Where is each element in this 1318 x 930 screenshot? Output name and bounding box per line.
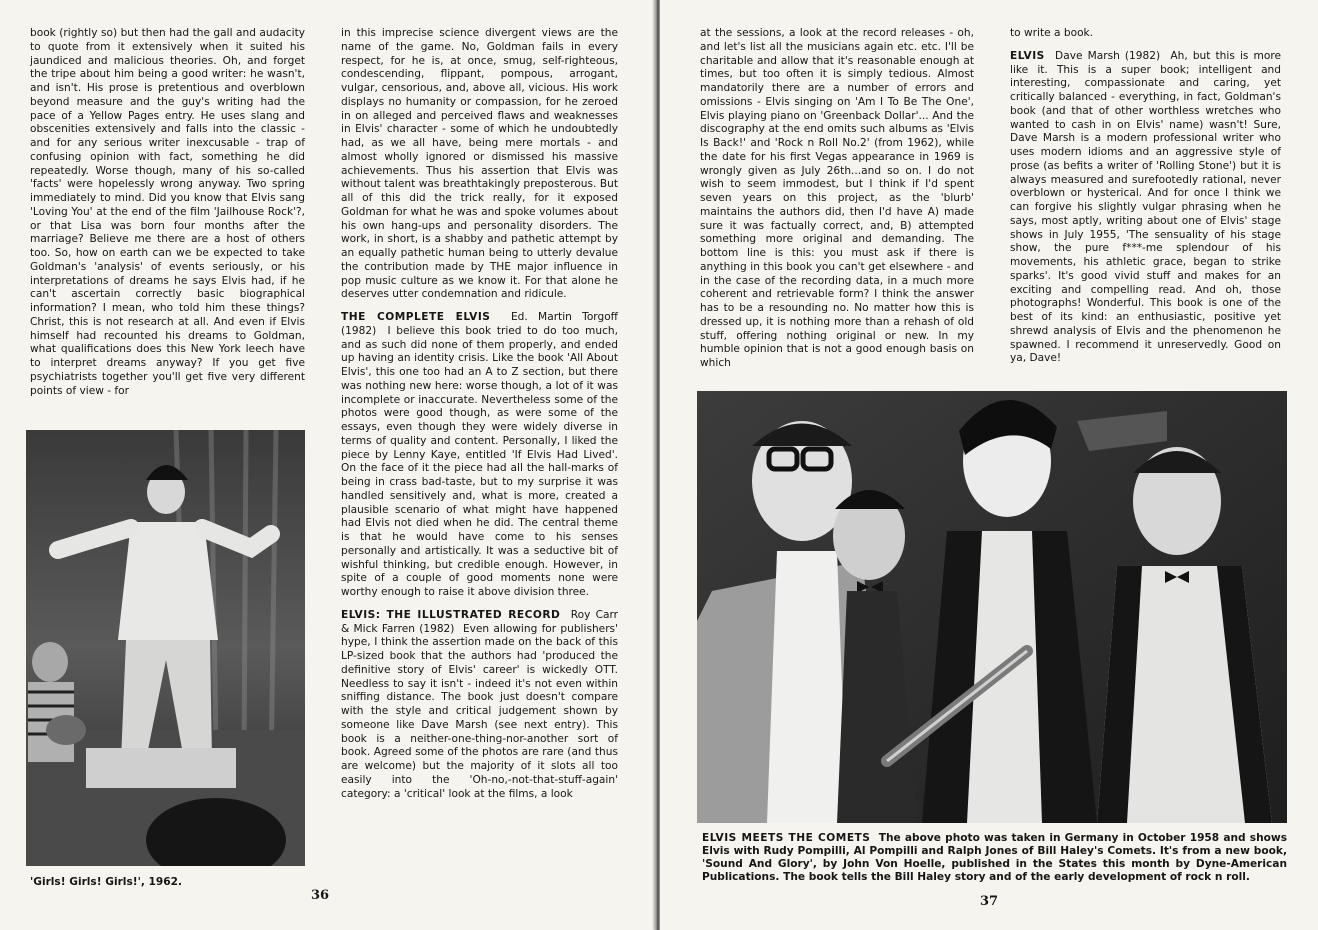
goldman-review-continued: book (rightly so) but then had the gall and audacity to quote from it extensively when it suited his jaundiced and malicious theories. Oh, and forget the tripe about him being a good writer: he wasn't, and isn't. His prose is pretentious and overblown beyond measure and the guy's writing had the pace of a Yellow Pages entry. He uses slang and obscenities extensively and falls into the classic - and for any serious writer inexcusable - trap of confusing opinion with fact, something he did repeatedly. Worse though, many of his so-called 'facts' were hopelessly wrong anyway. Two spring immediately to mind. Did you know that Elvis sang 'Loving You' at the end of the film 'Jailhouse Rock'?, or that Lisa was born four months after the marriage? Believe me there are a host of others too. So, how on earth can we be expected to take Goldman's 'analysis' of events seriously, or his interpretations of dreams he says Elvis had, if he can't ascertain correctly basic biographical information? I mean, who told him these things? Christ, this is not research at all. And even if Elvis himself had recounted his dreams to Goldman, what qualifications does this New York leech have to interpret dreams anyway? If you get five psychiatrists together you'll get five very different points of view - for (30, 27, 305, 397)
review-body: Even allowing for publishers' hype, I think the assertion made on the back of this LP-sized book that the authors had 'produced the definitive story of Elvis' career' is wickedly OTT. Needless to say it isn't - indeed it's not even within sniffing distance. The book just doesn't compare with the style and critical judgement shown by someone like Dave Marsh (see next entry). This book is a neither-one-thing-nor-another sort of book. Agreed some of the photos are rare (and thus are welcome) but the majority of it slots all too easily into the 'Oh-no,-not-that-stuff-again' category: a 'critical' look at the films, a look (341, 622, 618, 800)
page-number-right: 37 (980, 894, 999, 909)
review-heading: THE COMPLETE ELVIS (341, 311, 491, 323)
girls-girls-girls-photo (26, 430, 305, 866)
review-body: I believe this book tried to do too much, and as such did none of them properly, and ended up having an identity crisis. Like the book 'All About Elvis', this one too had an A to Z section, but there was nothing new here: worse though, a lot of it was incomplete or inaccurate. Nevertheless some of the photos were good though, as were some of the essays, even though they were widely diverse in terms of quality and content. Personally, I liked the piece by Lenny Kaye, entitled 'If Elvis Had Lived'. On the face of it the piece had all the hall-marks of being in crass bad-taste, but to my surprise it was handled sensitively and, what is more, created a plausible scenario of what might have happened had Elvis not died when he did. The central theme is that he would have come to his senses personally and artistically. It was a seductive bit of wishful thinking, but credible enough. However, in spite of a couple of good moments none were worthy enough to raise it above division three. (341, 324, 618, 598)
review-the-complete-elvis (341, 311, 618, 600)
review-heading: ELVIS: THE ILLUSTRATED RECORD (341, 608, 561, 621)
right-photo-caption (702, 832, 1287, 884)
review-heading: ELVIS (1010, 49, 1045, 62)
left-column-1 (30, 27, 305, 398)
review-byline: Dave Marsh (1982) (1055, 49, 1161, 62)
illustrated-record-review-continued: at the sessions, a look at the record releases - oh, and let's list all the musicians again etc. etc. I'll be charitable and allow that it's reasonable enough at times, but too often it is simply tedious. Almost mandatorily there are a number of errors and omissions - Elvis singing on 'Am I To Be The One', Elvis playing piano on 'Greenback Dollar'... And the discography at the end omits such albums as 'Elvis Is Back!' and 'Rock n Roll No.2' (from 1962), while the date for his first Vegas appearance in 1969 is wrongly given as July 26th...and so on. I do not wish to seem immodest, but I think if I'd spent seven years on this project, as the 'blurb' maintains the authors did, then I'd have A) made sure it was factually correct, and, B) attempted something more original and demanding. The bottom line is this: you must ask if there is anything in this book you can't get elsewhere - and in the case of the recording data, in a much more coherent and retrievable form? I think the answer has to be a resounding no. No matter how this is dressed up, it is nothing more than a rehash of old stuff, offering nothing original or new. In my humble opinion that is not a good enough basis on which (700, 27, 974, 369)
caption-body: The above photo was taken in Germany in October 1958 and shows Elvis with Rudy Pompilli, Al Pompilli and Ralph Jones of Bill Haley's Comets. It's from a new book, 'Sound And Glory', by John Von Hoelle, published in the States this month by Dyne-American Publications. The book tells the Bill Haley story and of the early development of rock n roll. (702, 832, 1287, 883)
review-elvis-dave-marsh (1010, 50, 1281, 366)
caption-heading: ELVIS MEETS THE COMETS (702, 832, 871, 844)
left-page (0, 0, 656, 930)
left-column-2 (341, 27, 618, 801)
page-number-left: 36 (311, 888, 330, 903)
left-photo-caption: 'Girls! Girls! Girls!', 1962. (30, 876, 183, 888)
review-body: Ah, but this is more like it. This is a super book; intelligent and interesting, compassionate and caring, yet critically balanced - everything, in fact, Goldman's book (and that of other worthless wretches who wanted to cash in on Elvis' name) wasn't! Sure, Dave Marsh is a modern professional writer who uses modern idioms and an aggressive style of prose (as befits a writer of 'Rolling Stone') but it is always measured and surefootedly rational, never overblown or hysterical. And for once I think we can forgive his slightly vulgar phrasing when he says, most aptly, writing about one of Elvis' stage shows in July 1955, 'The sensuality of his stage show, the pure f***-me splendour of his movements, his athletic grace, began to strike sparks'. It's good vivid stuff and makes for an exciting and compelling read. And oh, those photographs! Wonderful. This book is one of the best of its kind: an enthusiastic, positive yet shrewd analysis of Elvis and the phenomenon he spawned. I recommend it unreservedly. Good on ya, Dave! (1010, 49, 1281, 365)
elvis-meets-the-comets-photo (697, 391, 1287, 823)
review-byline: Roy Carr & Mick Farren (1982) (341, 608, 618, 635)
illustrated-record-review-end: to write a book. (1010, 27, 1094, 39)
review-byline: Ed. Martin Torgoff (1982) (341, 311, 618, 337)
right-column-1 (700, 27, 974, 371)
review-illustrated-record (341, 609, 618, 802)
right-column-2 (1010, 27, 1281, 366)
right-page (660, 0, 1318, 930)
goldman-review-conclusion: in this imprecise science divergent views are the name of the game. No, Goldman fails in every respect, for he is, at once, smug, self-righteous, condescending, flippant, pompous, arrogant, vulgar, censorious, and, above all, vicious. His work displays no humanity or compassion, for he zeroed in on alleged and perceived flaws and weaknesses in Elvis' character - some of which he undoubtedly had, as we all have, being mere mortals - and almost wholly ignored or dismissed his massive achievements. Thus his assertion that Elvis was without talent was breathtakingly preposterous. But all of this did the trick really, for it exposed Goldman for what he was and spoke volumes about his own hang-ups and personality disorders. The work, in short, is a shabby and pathetic attempt by an equally pathetic human being to utterly devalue the contribution made by THE major influence in pop music culture as we know it. For that alone he deserves utter condemnation and ridicule. (341, 27, 618, 301)
